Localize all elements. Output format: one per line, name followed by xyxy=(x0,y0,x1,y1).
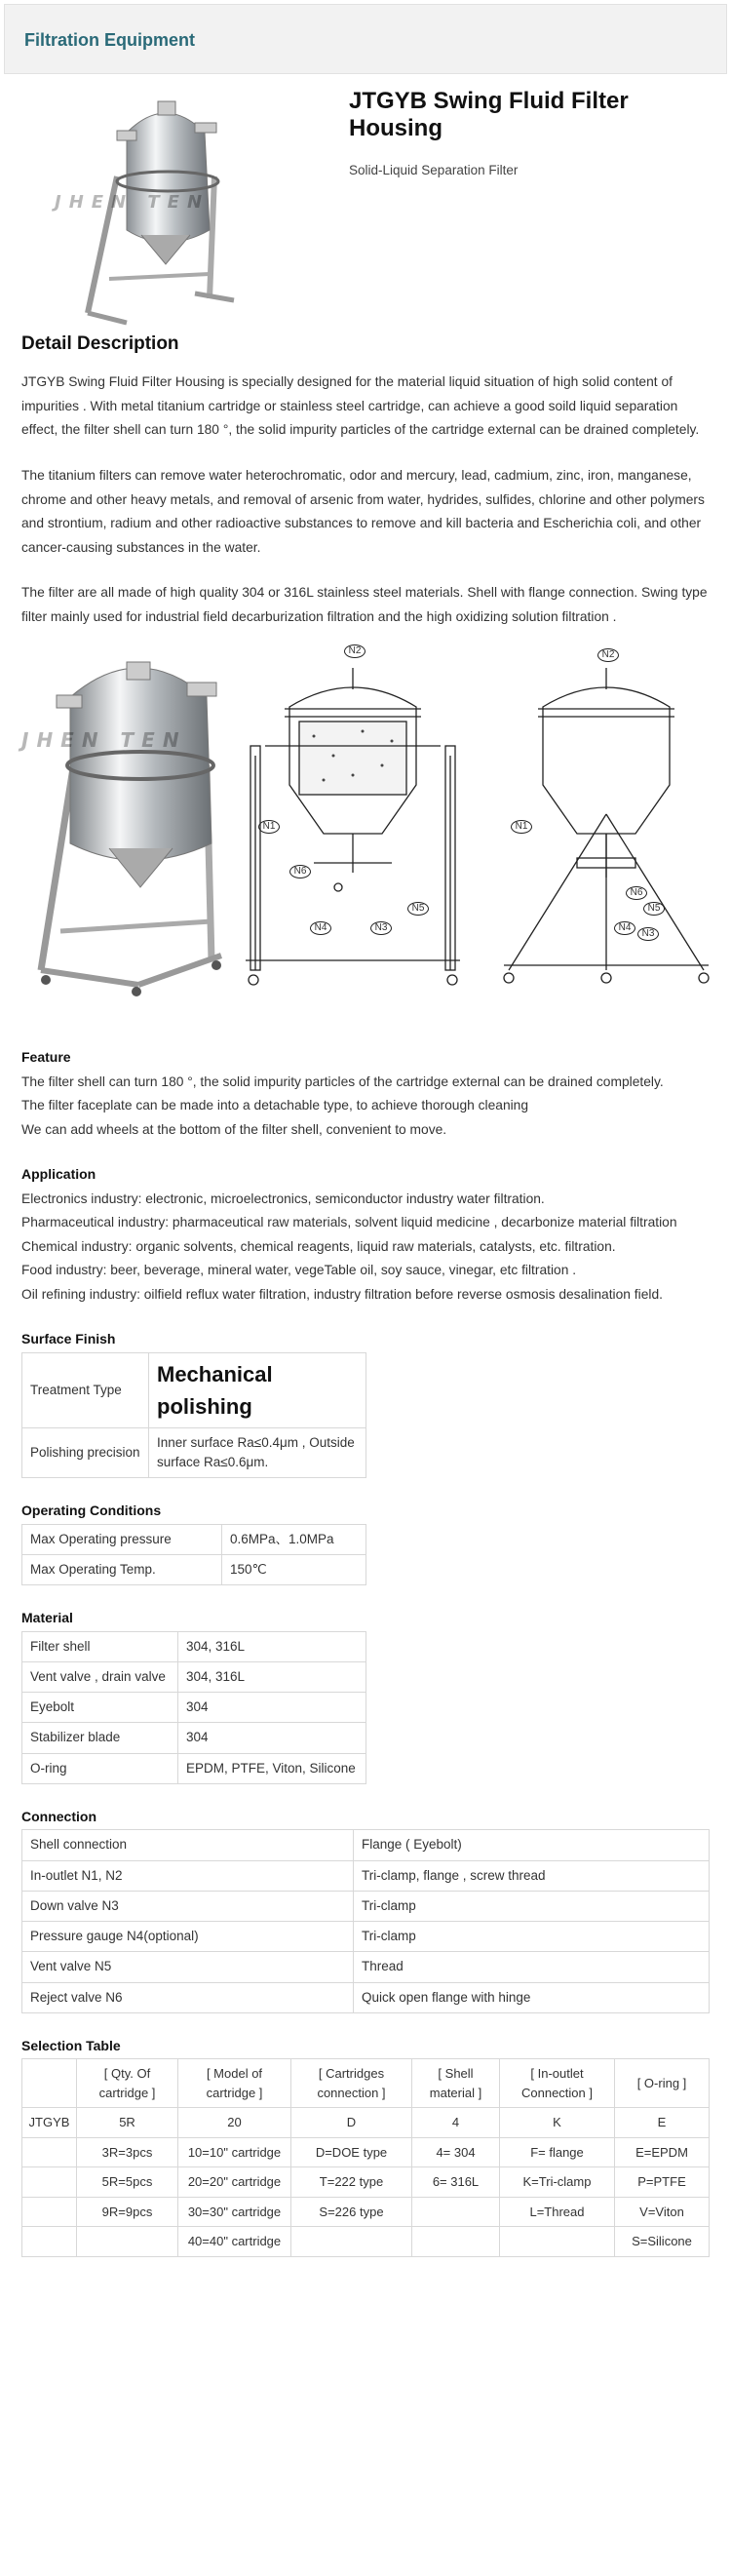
product-title: JTGYB Swing Fluid Filter Housing xyxy=(349,88,629,141)
table-cell: 20 xyxy=(178,2108,291,2138)
nozzle-label: N1 xyxy=(511,820,532,834)
operating-conditions-section xyxy=(21,1500,710,1585)
table-cell: V=Viton xyxy=(615,2197,710,2227)
nozzle-label: N5 xyxy=(407,902,429,916)
nozzle-label: N4 xyxy=(310,921,331,935)
table-cell: Tri-clamp, flange , screw thread xyxy=(354,1860,710,1891)
table-cell: Pressure gauge N4(optional) xyxy=(22,1922,354,1952)
table-cell: 9R=9pcs xyxy=(77,2197,178,2227)
operating-conditions-table xyxy=(21,1524,366,1586)
section-header xyxy=(4,4,727,74)
table-cell: Treatment Type xyxy=(22,1352,149,1427)
connection-section xyxy=(21,1806,710,2013)
watermark-text: JHEN TEN xyxy=(21,728,187,753)
table-cell: E xyxy=(615,2108,710,2138)
table-row xyxy=(22,1922,710,1952)
table-cell: O-ring xyxy=(22,1753,178,1783)
table-cell: Eyebolt xyxy=(22,1693,178,1723)
table-row xyxy=(22,1891,710,1921)
table-row xyxy=(22,2059,710,2108)
table-cell: E=EPDM xyxy=(615,2137,710,2167)
table-cell: Inner surface Ra≤0.4μm , Outside surface Ra≤0.6μm. xyxy=(149,1427,366,1478)
table-cell: 40=40" cartridge xyxy=(178,2227,291,2257)
material-heading: Material xyxy=(21,1610,73,1626)
table-cell xyxy=(412,2227,500,2257)
table-row xyxy=(22,1427,366,1478)
selection-table xyxy=(21,2058,710,2257)
table-row xyxy=(22,1352,366,1427)
nozzle-label: N2 xyxy=(597,648,619,662)
table-cell: Max Operating pressure xyxy=(22,1524,222,1554)
table-row xyxy=(22,1661,366,1692)
product-summary xyxy=(0,74,731,337)
content xyxy=(0,330,731,2257)
nozzle-label: N1 xyxy=(258,820,280,834)
table-cell: 20=20" cartridge xyxy=(178,2167,291,2198)
table-cell: K=Tri-clamp xyxy=(500,2167,615,2198)
feature-heading: Feature xyxy=(21,1049,71,1066)
table-cell: Reject valve N6 xyxy=(22,1982,354,2012)
table-cell: 5R xyxy=(77,2108,178,2138)
table-cell: 30=30" cartridge xyxy=(178,2197,291,2227)
table-cell: Tri-clamp xyxy=(354,1891,710,1921)
table-cell: 150℃ xyxy=(222,1555,366,1585)
table-cell: T=222 type xyxy=(291,2167,412,2198)
table-cell: D xyxy=(291,2108,412,2138)
nozzle-label: N2 xyxy=(344,644,366,658)
table-cell: [ Cartridges connection ] xyxy=(291,2059,412,2108)
table-cell: Thread xyxy=(354,1952,710,1982)
table-cell: Vent valve N5 xyxy=(22,1952,354,1982)
table-cell: 10=10" cartridge xyxy=(178,2137,291,2167)
table-cell: 304, 316L xyxy=(178,1631,366,1661)
table-cell: Vent valve , drain valve xyxy=(22,1661,178,1692)
table-row xyxy=(22,1830,710,1860)
table-cell: 3R=3pcs xyxy=(77,2137,178,2167)
table-cell: Quick open flange with hinge xyxy=(354,1982,710,2012)
detail-paragraph: The titanium filters can remove water heterochromatic, odor and mercury, lead, cadmium, zinc, iron, manganese, chrome and other heavy metals, and removal of arsenic from water, hydrides, sulfides, chlorine and other polymers and strontium, radium and other radioactive substances to remove and kill bacteria and Escherichia coli, and other cancer-causing substances in the water. xyxy=(21,468,705,555)
table-row xyxy=(22,1753,366,1783)
table-cell: 6= 316L xyxy=(412,2167,500,2198)
table-cell: Mechanical polishing xyxy=(149,1352,366,1427)
application-line: Oil refining industry: oilfield reflux water filtration, industry filtration before reverse osmosis desalination field. xyxy=(21,1286,663,1302)
feature-line: We can add wheels at the bottom of the filter shell, convenient to move. xyxy=(21,1121,447,1137)
table-cell xyxy=(500,2227,615,2257)
connection-table xyxy=(21,1829,710,2013)
nozzle-label: N4 xyxy=(614,921,635,935)
table-cell: Stabilizer blade xyxy=(22,1723,178,1753)
selection-section xyxy=(21,2035,710,2257)
table-cell: S=Silicone xyxy=(615,2227,710,2257)
detail-heading: Detail Description xyxy=(21,333,179,354)
table-cell xyxy=(412,2197,500,2227)
material-table xyxy=(21,1631,366,1784)
nozzle-label: N6 xyxy=(626,886,647,900)
page xyxy=(0,4,731,2257)
application-line: Chemical industry: organic solvents, chemical reagents, liquid raw materials, catalysts, etc. filtration. xyxy=(21,1238,616,1254)
table-cell: 304 xyxy=(178,1693,366,1723)
table-row xyxy=(22,2137,710,2167)
feature-line: The filter faceplate can be made into a detachable type, to achieve thorough cleaning xyxy=(21,1098,529,1113)
operating-conditions-heading: Operating Conditions xyxy=(21,1503,162,1519)
table-cell xyxy=(22,2197,77,2227)
connection-heading: Connection xyxy=(21,1808,96,1824)
table-row xyxy=(22,1631,366,1661)
table-cell: 304 xyxy=(178,1723,366,1753)
table-row xyxy=(22,1952,710,1982)
table-cell: JTGYB xyxy=(22,2108,77,2138)
table-cell: Polishing precision xyxy=(22,1427,149,1478)
table-cell: 4= 304 xyxy=(412,2137,500,2167)
table-row xyxy=(22,2227,710,2257)
surface-finish-heading: Surface Finish xyxy=(21,1331,116,1347)
table-row xyxy=(22,2197,710,2227)
table-cell xyxy=(22,2227,77,2257)
product-subtitle: Solid-Liquid Separation Filter xyxy=(349,163,519,177)
table-cell: EPDM, PTFE, Viton, Silicone xyxy=(178,1753,366,1783)
table-row xyxy=(22,2167,710,2198)
application-line: Food industry: beer, beverage, mineral water, vegeTable oil, soy sauce, vinegar, etc filtration . xyxy=(21,1263,577,1278)
section-title: Filtration Equipment xyxy=(24,30,195,50)
feature-line: The filter shell can turn 180 °, the solid impurity particles of the cartridge external can be drained completely. xyxy=(21,1073,664,1089)
feature-section xyxy=(21,1046,710,1142)
application-heading: Application xyxy=(21,1166,96,1183)
table-cell: 5R=5pcs xyxy=(77,2167,178,2198)
table-cell: Filter shell xyxy=(22,1631,178,1661)
application-line: Pharmaceutical industry: pharmaceutical raw materials, solvent liquid medicine , decarbonize material filtration xyxy=(21,1215,677,1230)
table-cell xyxy=(291,2227,412,2257)
table-cell xyxy=(22,2059,77,2108)
table-cell xyxy=(77,2227,178,2257)
table-cell: P=PTFE xyxy=(615,2167,710,2198)
table-cell xyxy=(22,2137,77,2167)
technical-drawing-svg xyxy=(21,639,710,1038)
selection-heading: Selection Table xyxy=(21,2037,121,2053)
table-cell: Flange ( Eyebolt) xyxy=(354,1830,710,1860)
table-row xyxy=(22,1524,366,1554)
nozzle-label: N6 xyxy=(289,865,311,878)
table-cell: S=226 type xyxy=(291,2197,412,2227)
nozzle-label: N3 xyxy=(637,927,659,941)
table-row xyxy=(22,1693,366,1723)
table-cell: [ Qty. Of cartridge ] xyxy=(77,2059,178,2108)
table-cell: Tri-clamp xyxy=(354,1922,710,1952)
table-cell: Max Operating Temp. xyxy=(22,1555,222,1585)
table-cell: [ O-ring ] xyxy=(615,2059,710,2108)
table-cell: 304, 316L xyxy=(178,1661,366,1692)
watermark-text: JHEN TEN xyxy=(55,192,211,213)
table-cell: [ Shell material ] xyxy=(412,2059,500,2108)
table-cell: F= flange xyxy=(500,2137,615,2167)
table-cell xyxy=(22,2167,77,2198)
surface-finish-section xyxy=(21,1328,710,1478)
table-cell: [ Model of cartridge ] xyxy=(178,2059,291,2108)
table-cell: Down valve N3 xyxy=(22,1891,354,1921)
nozzle-label: N3 xyxy=(370,921,392,935)
table-cell: D=DOE type xyxy=(291,2137,412,2167)
table-cell: L=Thread xyxy=(500,2197,615,2227)
detail-paragraph: JTGYB Swing Fluid Filter Housing is specially designed for the material liquid situation of high solid content of impurities . With metal titanium cartridge or stainless steel cartridge, can achieve a good soild liquid separation effect, the filter shell can turn 180 °, the solid impurity particles of the cartridge external can be drained completely. xyxy=(21,374,700,438)
table-row xyxy=(22,1723,366,1753)
nozzle-label: N5 xyxy=(643,902,665,916)
table-cell: 4 xyxy=(412,2108,500,2138)
table-cell: K xyxy=(500,2108,615,2138)
surface-finish-table xyxy=(21,1352,366,1479)
table-cell: In-outlet N1, N2 xyxy=(22,1860,354,1891)
table-cell: 0.6MPa、1.0MPa xyxy=(222,1524,366,1554)
table-row xyxy=(22,1860,710,1891)
table-row xyxy=(22,1982,710,2012)
table-row xyxy=(22,1555,366,1585)
table-cell: [ In-outlet Connection ] xyxy=(500,2059,615,2108)
technical-drawing xyxy=(21,639,710,1038)
table-row xyxy=(22,2108,710,2138)
detail-paragraph: The filter are all made of high quality 304 or 316L stainless steel materials. Shell with flange connection. Swing type filter mainly used for industrial field decarburization filtration and the high oxidizing solution filtration . xyxy=(21,585,708,624)
application-section xyxy=(21,1163,710,1307)
application-line: Electronics industry: electronic, microelectronics, semiconductor industry water filtration. xyxy=(21,1190,545,1206)
material-section xyxy=(21,1607,710,1784)
table-cell: Shell connection xyxy=(22,1830,354,1860)
